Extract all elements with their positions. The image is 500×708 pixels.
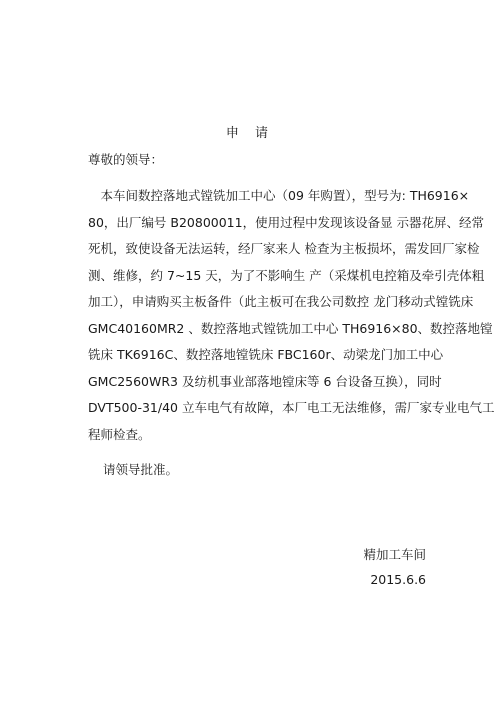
body-line: 铣床 TK6916C、数控落地镗铣床 FBC160r、动梁龙门加工中心 [88,347,444,362]
body-paragraph [88,183,495,448]
signature-date: 2015.6.6 [370,572,426,587]
body-line: 加工），申请购买主板备件（此主板可在我公司数控 龙门移动式镗铣床 [88,294,474,309]
body-line: GMC40160MR2 、数控落地式镗铣加工中心 TH6916×80、数控落地镗 [88,320,493,336]
body-line: 死机，致使设备无法运转，经厂家来人 检查为主板损坏，需发回厂家检 [88,241,480,256]
salutation: 尊敬的领导： [88,152,164,167]
body-line: 测、维修，约 7~15 天，为了不影响生 产（采煤机电控箱及牵引壳体粗 [88,267,485,283]
body-line: 80，出厂编号 B20800011，使用过程中发现该设备显 示器花屏、经常 [88,214,485,230]
body-line: GMC2560WR3 及纺机事业部落地镗床等 6 台设备互换），同时 [88,373,442,389]
body-line: DVT500-31/40 立车电气有故障，本厂电工无法维修，需厂家专业电气工 [88,400,495,415]
signature-department: 精加工车间 [363,547,426,562]
body-line: 程师检查。 [88,426,151,442]
body-line: 本车间数控落地式镗铣加工中心（09 年购置），型号为: TH6916× [88,188,470,203]
closing-line: 请领导批准。 [103,462,179,477]
document-title: 申 请 [225,126,275,141]
